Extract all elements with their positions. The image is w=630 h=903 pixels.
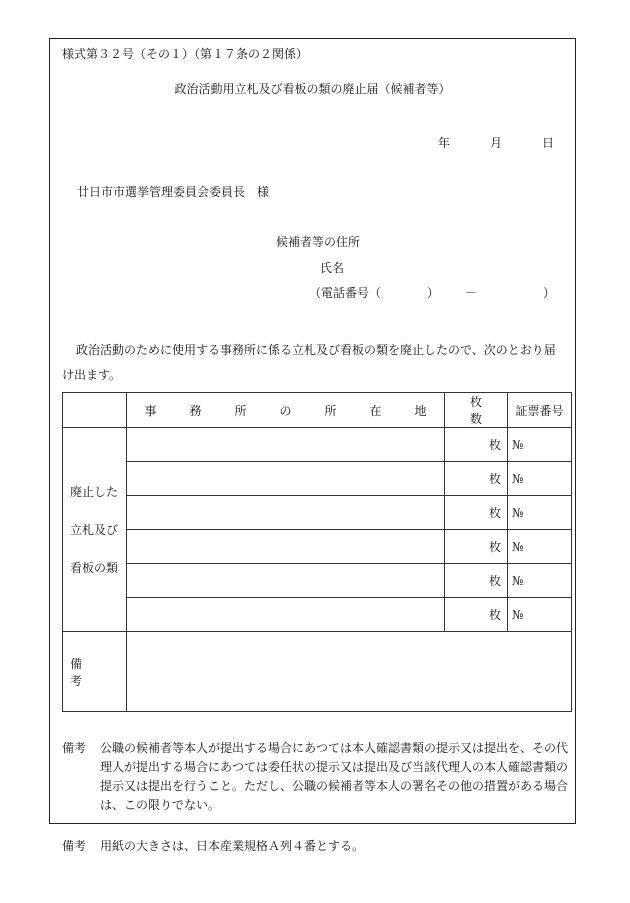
sheet-count-field[interactable]: 枚 xyxy=(445,462,508,496)
certificate-number-field[interactable]: № xyxy=(508,496,572,530)
footer-note xyxy=(62,837,364,854)
recipient-line: 廿日市市選挙管理委員会委員長 様 xyxy=(77,185,270,199)
office-location-field[interactable] xyxy=(127,462,445,496)
abolished-signs-label: 廃止した 立札及び 看板の類 xyxy=(63,428,127,632)
phone-paren-close: ） xyxy=(427,286,440,300)
office-location-field[interactable] xyxy=(127,564,445,598)
table-row xyxy=(63,564,572,598)
header-sheet-count: 枚数 xyxy=(445,393,508,428)
sheet-count-field[interactable]: 枚 xyxy=(445,496,508,530)
inner-note xyxy=(62,739,570,815)
form-frame xyxy=(49,38,576,824)
phone-label: （電話番号（ xyxy=(309,286,382,300)
inner-note-label: 備考 xyxy=(62,741,87,755)
header-certificate-number: 証票番号 xyxy=(508,393,572,428)
footer-note-text: 用紙の大きさは、日本産業規格Ａ列４番とする。 xyxy=(100,839,365,853)
table-row xyxy=(63,530,572,564)
remarks-label: 備考 xyxy=(63,632,127,712)
table-row xyxy=(63,598,572,632)
applicant-name-label: 氏名 xyxy=(320,261,345,275)
certificate-number-field[interactable]: № xyxy=(508,462,572,496)
table-row xyxy=(63,496,572,530)
remarks-row xyxy=(63,632,572,712)
phone-paren-close-end: ） xyxy=(543,286,556,300)
table-row xyxy=(63,428,572,462)
certificate-number-field[interactable]: № xyxy=(508,564,572,598)
remarks-field[interactable] xyxy=(127,632,572,712)
header-blank-cell xyxy=(63,393,127,428)
date-year-label: 年 xyxy=(438,136,451,150)
date-line xyxy=(438,136,554,150)
office-location-field[interactable] xyxy=(127,428,445,462)
date-day-label: 日 xyxy=(542,136,555,150)
footer-note-label: 備考 xyxy=(62,839,87,853)
sheet-count-field[interactable]: 枚 xyxy=(445,428,508,462)
certificate-number-field[interactable]: № xyxy=(508,598,572,632)
certificate-number-field[interactable]: № xyxy=(508,428,572,462)
sheet-count-field[interactable]: 枚 xyxy=(445,598,508,632)
office-location-field[interactable] xyxy=(127,598,445,632)
abolished-signs-table xyxy=(62,392,572,712)
table-header-row xyxy=(63,393,572,428)
form-number: 様式第３２号（その１）（第１７条の２関係） xyxy=(62,47,309,61)
applicant-phone-line xyxy=(309,286,555,300)
inner-note-text: 公職の候補者等本人が提出する場合にあつては本人確認書類の提示又は提出を、その代理人が提出する場合にあつては委任状の提示又は提出及び当該代理人の本人確認書類の提示又は提出を行うこと。ただし、公職の候補者等本人の署名その他の措置がある場合は、この限りでない。 xyxy=(100,741,569,812)
intro-text: 政治活動のために使用する事務所に係る立札及び看板の類を廃止したので、次のとおり届け出ます。 xyxy=(62,343,556,382)
table-row xyxy=(63,462,572,496)
applicant-address-label: 候補者等の住所 xyxy=(276,235,361,249)
sheet-count-field[interactable]: 枚 xyxy=(445,564,508,598)
certificate-number-field[interactable]: № xyxy=(508,530,572,564)
date-month-label: 月 xyxy=(490,136,503,150)
document-title: 政治活動用立札及び看板の類の廃止届（候補者等） xyxy=(174,82,451,96)
sheet-count-field[interactable]: 枚 xyxy=(445,530,508,564)
header-office-location: 事 務 所 の 所 在 地 xyxy=(127,393,445,428)
phone-dash: － xyxy=(465,286,478,300)
office-location-field[interactable] xyxy=(127,530,445,564)
office-location-field[interactable] xyxy=(127,496,445,530)
